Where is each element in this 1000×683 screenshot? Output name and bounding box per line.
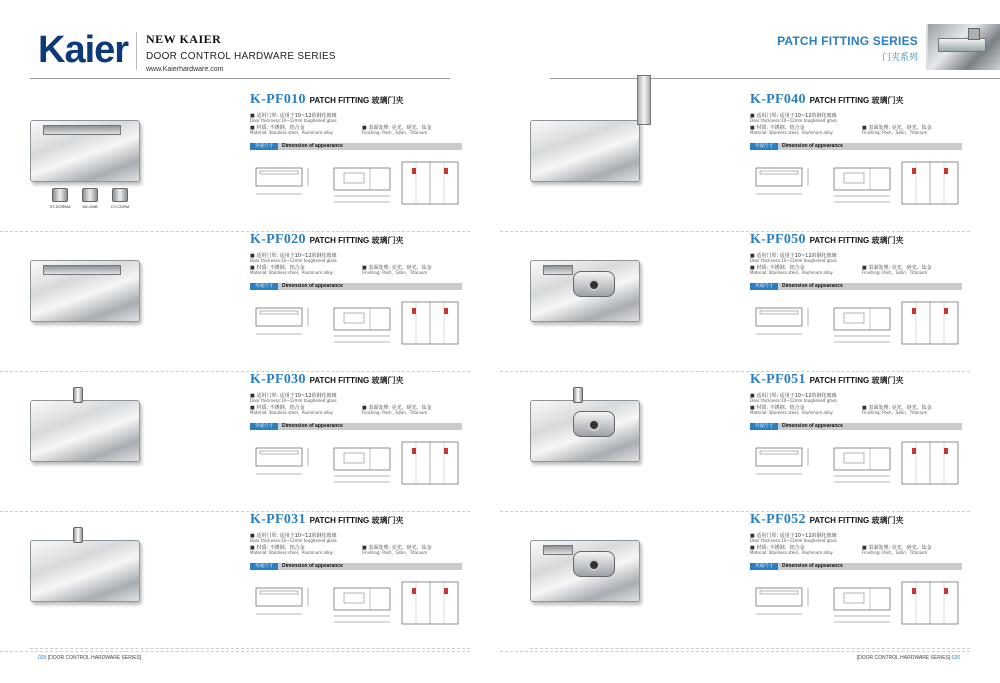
product-code: [750, 232, 904, 248]
dimension-drawing-section: [330, 438, 396, 488]
product-code: [750, 512, 904, 528]
spec-finish-cn: ■ 表面处理: 亮光、砂光、钛金: [362, 545, 432, 551]
spec-material-en: Material: Stainless steel、Aluminum alloy: [750, 130, 833, 135]
dimension-drawing-front: [750, 158, 820, 208]
product-code-text: K-PF051: [750, 372, 806, 387]
brand-block: [146, 32, 336, 73]
dimension-label: Dimension of appearance: [282, 563, 343, 569]
product-name: PATCH FITTING 玻璃门夹: [809, 516, 904, 525]
product-code: [250, 92, 404, 108]
product-card: [500, 92, 970, 232]
product-code: [250, 372, 404, 388]
product-code-text: K-PF010: [250, 92, 306, 107]
spec-finish-cn: ■ 表面处理: 亮光、砂光、钛金: [362, 265, 432, 271]
spec-door-cn: ■ 适用门厚: 适用于10~12的钢化玻璃: [250, 393, 337, 399]
dimension-tag: 外观尺寸: [250, 563, 278, 570]
footer-left: [38, 655, 141, 661]
accessory-part: [52, 188, 68, 202]
spec-door-cn: ■ 适用门厚: 适用于10~12的钢化玻璃: [750, 253, 837, 259]
fitting-pivot-pin: [73, 527, 83, 543]
spec-material-cn: ■ 材质: 不锈钢、铝合金: [750, 405, 805, 411]
dimension-label: Dimension of appearance: [282, 283, 343, 289]
dimension-bar: [750, 143, 962, 150]
spec-material-en: Material: Stainless steel、Aluminum alloy: [750, 270, 833, 275]
spec-door-en: Door thickness:10~12mm toughened glass: [250, 398, 337, 403]
spec-finish-cn: ■ 表面处理: 亮光、砂光、钛金: [362, 405, 432, 411]
fitting-image: [30, 260, 140, 322]
footer-rule-right: [530, 648, 970, 649]
spec-material-cn: ■ 材质: 不锈钢、铝合金: [750, 125, 805, 131]
spec-material-cn: ■ 材质: 不锈钢、铝合金: [250, 545, 305, 551]
dimension-drawing-section: [330, 578, 396, 628]
dimension-drawing-section: [830, 578, 896, 628]
product-photo: [530, 260, 702, 324]
product-name: PATCH FITTING 玻璃门夹: [309, 376, 404, 385]
kaier-logo: [38, 30, 132, 72]
product-code-text: K-PF040: [750, 92, 806, 107]
accessory-parts: [30, 188, 170, 210]
fitting-image: [30, 400, 140, 462]
footer-right-text: [DOOR CONTROL HARDWARE SERIES]: [856, 655, 951, 661]
dimension-label: Dimension of appearance: [782, 563, 843, 569]
spec-finish-en: Finishing: Posh、Satin、Titanium: [362, 550, 428, 555]
keyhole-icon: [588, 419, 600, 431]
spec-finish-cn: ■ 表面处理: 亮光、砂光、钛金: [862, 405, 932, 411]
door-elevation-drawing: [898, 158, 962, 208]
dimension-drawing-front: [250, 438, 320, 488]
dimension-drawing-section: [830, 298, 896, 348]
spec-material-cn: ■ 材质: 不锈钢、铝合金: [250, 125, 305, 131]
spec-material-cn: ■ 材质: 不锈钢、铝合金: [750, 265, 805, 271]
door-elevation-drawing: [398, 298, 462, 348]
series-photo: [926, 24, 1000, 70]
product-photo: [30, 540, 202, 604]
spec-material-cn: ■ 材质: 不锈钢、铝合金: [250, 405, 305, 411]
fitting-image: [530, 540, 640, 602]
fitting-lock: [573, 551, 615, 577]
dimension-bar: [250, 283, 462, 290]
dimension-tag: 外观尺寸: [750, 563, 778, 570]
fitting-image: [30, 120, 140, 182]
dimension-label: Dimension of appearance: [282, 423, 343, 429]
spec-door-en: Door thickness:10~12mm toughened glass: [250, 118, 337, 123]
product-code-text: K-PF030: [250, 372, 306, 387]
spec-finish-cn: ■ 表面处理: 亮光、砂光、钛金: [862, 545, 932, 551]
spec-finish-cn: ■ 表面处理: 亮光、砂光、钛金: [362, 125, 432, 131]
fitting-arm: [637, 75, 651, 125]
dimension-label: Dimension of appearance: [782, 283, 843, 289]
spec-door-en: Door thickness:10~12mm toughened glass: [750, 398, 837, 403]
keyhole-icon: [588, 559, 600, 571]
spec-finish-en: Finishing: Posh、Satin、Titanium: [862, 550, 928, 555]
spec-door-en: Door thickness:10~12mm toughened glass: [250, 258, 337, 263]
door-elevation-drawing: [398, 438, 462, 488]
door-elevation-drawing: [898, 438, 962, 488]
product-card: [0, 372, 470, 512]
spec-material-cn: ■ 材质: 不锈钢、铝合金: [750, 545, 805, 551]
product-code-text: K-PF020: [250, 232, 306, 247]
accessory-part-label: ST-DORMA: [49, 204, 71, 209]
fitting-lock: [573, 411, 615, 437]
product-photo: [530, 120, 702, 184]
spec-finish-en: Finishing: Posh、Satin、Titanium: [862, 130, 928, 135]
product-name: PATCH FITTING 玻璃门夹: [809, 96, 904, 105]
spec-finish-cn: ■ 表面处理: 亮光、砂光、钛金: [862, 125, 932, 131]
page-number-right: 026: [951, 655, 960, 661]
dimension-label: Dimension of appearance: [782, 423, 843, 429]
footer-right: [857, 655, 960, 661]
logo-text: Kaier: [38, 29, 129, 71]
spec-door-cn: ■ 适用门厚: 适用于10~12的钢化玻璃: [250, 253, 337, 259]
spec-material-en: Material: Stainless steel、Aluminum alloy: [250, 550, 333, 555]
fitting-image: [530, 120, 640, 182]
dimension-label: Dimension of appearance: [782, 143, 843, 149]
spec-door-en: Door thickness:10~12mm toughened glass: [750, 538, 837, 543]
spec-door-cn: ■ 适用门厚: 适用于10~12的钢化玻璃: [250, 533, 337, 539]
product-code-text: K-PF052: [750, 512, 806, 527]
dimension-label: Dimension of appearance: [282, 143, 343, 149]
card-divider: [500, 651, 970, 652]
footer-left-text: [DOOR CONTROL HARDWARE SERIES]: [47, 655, 142, 661]
product-code: [750, 372, 904, 388]
door-elevation-drawing: [898, 578, 962, 628]
dimension-bar: [250, 423, 462, 430]
dimension-drawing-front: [250, 298, 320, 348]
fitting-pivot-pin: [73, 387, 83, 403]
spec-door-en: Door thickness:10~12mm toughened glass: [750, 118, 837, 123]
spec-finish-en: Finishing: Posh、Satin、Titanium: [362, 130, 428, 135]
spec-door-cn: ■ 适用门厚: 适用于10~12的钢化玻璃: [250, 113, 337, 119]
product-card: [500, 372, 970, 512]
product-code: [250, 232, 404, 248]
spec-door-en: Door thickness:10~12mm toughened glass: [250, 538, 337, 543]
spec-material-en: Material: Stainless steel、Aluminum alloy: [750, 550, 833, 555]
dimension-bar: [250, 143, 462, 150]
header-divider: [136, 32, 137, 70]
product-code: [750, 92, 904, 108]
product-name: PATCH FITTING 玻璃门夹: [809, 376, 904, 385]
product-card: [0, 512, 470, 652]
dimension-bar: [250, 563, 462, 570]
series-title-cn: 门夹系列: [881, 53, 918, 63]
footer-rule-left: [30, 648, 470, 649]
spec-door-cn: ■ 适用门厚: 适用于10~12的钢化玻璃: [750, 113, 837, 119]
dimension-drawing-section: [330, 298, 396, 348]
brand-line-1: NEW KAIER: [146, 32, 222, 46]
product-card: [500, 512, 970, 652]
product-name: PATCH FITTING 玻璃门夹: [309, 236, 404, 245]
dimension-bar: [750, 563, 962, 570]
fitting-slot: [43, 125, 121, 135]
accessory-part: [112, 188, 128, 202]
header-rule-left: [30, 78, 450, 79]
dimension-drawing-front: [750, 578, 820, 628]
spec-door-cn: ■ 适用门厚: 适用于10~12的钢化玻璃: [750, 533, 837, 539]
spec-material-en: Material: Stainless steel、Aluminum alloy: [250, 410, 333, 415]
product-photo: [30, 400, 202, 464]
product-photo: [530, 540, 702, 604]
card-divider: [0, 651, 470, 652]
dimension-drawing-front: [250, 158, 320, 208]
spec-material-cn: ■ 材质: 不锈钢、铝合金: [250, 265, 305, 271]
spec-material-en: Material: Stainless steel、Aluminum alloy: [250, 130, 333, 135]
spec-finish-en: Finishing: Posh、Satin、Titanium: [862, 270, 928, 275]
product-name: PATCH FITTING 玻璃门夹: [309, 96, 404, 105]
spec-finish-cn: ■ 表面处理: 亮光、砂光、钛金: [862, 265, 932, 271]
spec-finish-en: Finishing: Posh、Satin、Titanium: [862, 410, 928, 415]
spec-finish-en: Finishing: Posh、Satin、Titanium: [362, 410, 428, 415]
series-title: [777, 34, 918, 63]
product-code-text: K-PF050: [750, 232, 806, 247]
accessory-part-label: CY-CDRM: [110, 204, 130, 209]
fitting-pivot-pin: [573, 387, 583, 403]
product-card: [0, 232, 470, 372]
fitting-image: [530, 260, 640, 322]
door-elevation-drawing: [898, 298, 962, 348]
dimension-bar: [750, 423, 962, 430]
header-rule-right: [550, 78, 1000, 79]
dimension-bar: [750, 283, 962, 290]
product-code-text: K-PF031: [250, 512, 306, 527]
product-name: PATCH FITTING 玻璃门夹: [809, 236, 904, 245]
keyhole-icon: [588, 279, 600, 291]
fitting-slot: [543, 265, 573, 275]
dimension-drawing-section: [830, 438, 896, 488]
door-elevation-drawing: [398, 578, 462, 628]
website-link[interactable]: www.Kaierhardware.com: [146, 66, 224, 73]
fitting-slot: [43, 265, 121, 275]
product-code: [250, 512, 404, 528]
spec-material-en: Material: Stainless steel、Aluminum alloy: [250, 270, 333, 275]
dimension-drawing-front: [250, 578, 320, 628]
spec-door-en: Door thickness:10~12mm toughened glass: [750, 258, 837, 263]
dimension-tag: 外观尺寸: [250, 283, 278, 290]
product-name: PATCH FITTING 玻璃门夹: [309, 516, 404, 525]
dimension-tag: 外观尺寸: [750, 283, 778, 290]
product-photo: [30, 260, 202, 324]
dimension-tag: 外观尺寸: [750, 423, 778, 430]
accessory-part: [82, 188, 98, 202]
door-elevation-drawing: [398, 158, 462, 208]
spec-finish-en: Finishing: Posh、Satin、Titanium: [362, 270, 428, 275]
product-card: [0, 92, 470, 232]
page-number-left: 025: [38, 655, 47, 661]
fitting-image: [30, 540, 140, 602]
dimension-drawing-front: [750, 438, 820, 488]
product-card: [500, 232, 970, 372]
series-title-en: PATCH FITTING SERIES: [777, 34, 918, 48]
dimension-drawing-section: [330, 158, 396, 208]
brand-line-2: DOOR CONTROL HARDWARE SERIES: [146, 51, 336, 62]
spec-material-en: Material: Stainless steel、Aluminum alloy: [750, 410, 833, 415]
product-photo: [530, 400, 702, 464]
dimension-tag: 外观尺寸: [250, 423, 278, 430]
fitting-image: [530, 400, 640, 462]
spec-door-cn: ■ 适用门厚: 适用于10~12的钢化玻璃: [750, 393, 837, 399]
dimension-drawing-front: [750, 298, 820, 348]
dimension-drawing-section: [830, 158, 896, 208]
accessory-part-label: M1-M4B: [82, 204, 98, 209]
dimension-tag: 外观尺寸: [250, 143, 278, 150]
fitting-lock: [573, 271, 615, 297]
product-photo: [30, 120, 202, 209]
fitting-slot: [543, 545, 573, 555]
dimension-tag: 外观尺寸: [750, 143, 778, 150]
